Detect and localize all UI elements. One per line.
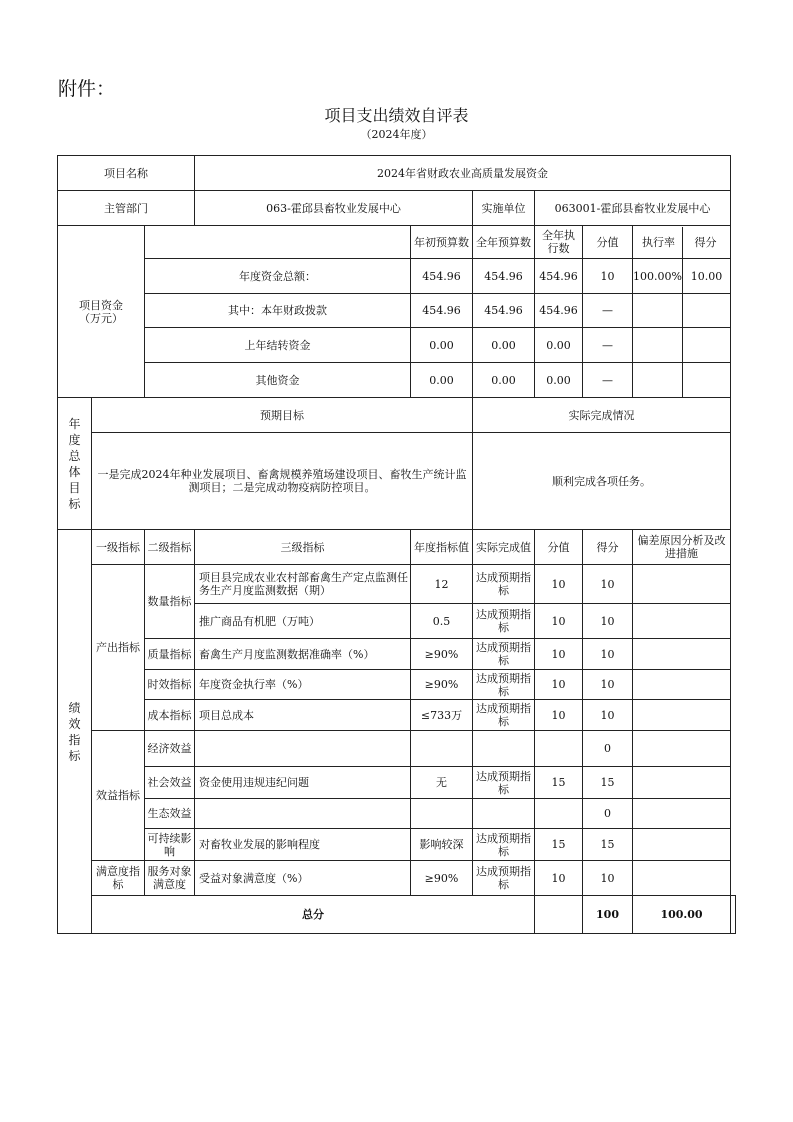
level1-output: 产出指标 xyxy=(92,565,145,731)
dept-row xyxy=(58,191,736,226)
dept-value: 063-霍邱县畜牧业发展中心 xyxy=(195,191,473,226)
funds-initial: 0.00 xyxy=(411,328,473,363)
indicator-row xyxy=(58,565,736,604)
indicator-target: ≥90% xyxy=(411,639,473,670)
project-label: 项目名称 xyxy=(58,156,195,191)
level2-ecological: 生态效益 xyxy=(145,799,195,829)
indicator-target: 0.5 xyxy=(411,604,473,639)
funds-header-rate: 执行率 xyxy=(635,227,683,258)
total-score-value: 100 xyxy=(583,896,633,934)
indicator-score: 0 xyxy=(583,731,633,767)
impl-value: 063001-霍邱县畜牧业发展中心 xyxy=(535,191,731,226)
funds-initial: 454.96 xyxy=(411,259,473,294)
indicator-note xyxy=(633,639,731,670)
header-level2: 二级指标 xyxy=(145,530,195,565)
indicator-target xyxy=(411,731,473,767)
indicator-target: 12 xyxy=(411,565,473,604)
indicator-score: 15 xyxy=(583,829,633,861)
funds-header-blank xyxy=(145,226,411,259)
header-level3: 三级指标 xyxy=(195,530,411,565)
indicator-score: 10 xyxy=(583,565,633,604)
goal-actual-header: 实际完成情况 xyxy=(473,398,731,433)
indicator-row xyxy=(58,861,736,896)
indicator-note xyxy=(633,700,731,731)
header-actual: 实际完成值 xyxy=(473,530,535,565)
level2-economic: 经济效益 xyxy=(145,731,195,767)
funds-executed: 0.00 xyxy=(535,363,583,398)
page-subtitle: （2024年度） xyxy=(360,128,433,141)
funds-header-annual: 全年预算数 xyxy=(473,226,535,259)
indicator-name: 畜禽生产月度监测数据准确率（%） xyxy=(195,639,411,670)
indicator-name: 资金使用违规违纪问题 xyxy=(195,767,411,799)
goal-label xyxy=(58,398,92,530)
funds-header-executed: 全年执行数 xyxy=(535,226,583,259)
indicator-score-value: 10 xyxy=(535,639,583,670)
funds-row-label: 其他资金 xyxy=(145,363,411,398)
indicator-row xyxy=(58,767,736,799)
page-title: 项目支出绩效自评表 xyxy=(324,106,469,125)
level2-social: 社会效益 xyxy=(145,767,195,799)
project-value: 2024年省财政农业高质量发展资金 xyxy=(195,156,731,191)
indicator-score-value: 10 xyxy=(535,700,583,731)
funds-rate-score xyxy=(633,328,731,363)
funds-executed: 454.96 xyxy=(535,259,583,294)
funds-annual: 0.00 xyxy=(473,328,535,363)
header-level1: 一级指标 xyxy=(92,530,145,565)
funds-row xyxy=(58,294,736,328)
indicator-actual: 达成预期指标 xyxy=(473,700,535,731)
indicator-actual: 达成预期指标 xyxy=(473,639,535,670)
indicator-name: 对畜牧业发展的影响程度 xyxy=(195,829,411,861)
header-score-value: 分值 xyxy=(535,530,583,565)
goal-expected-header: 预期目标 xyxy=(92,398,473,433)
total-score: 100.00 xyxy=(633,896,731,934)
funds-initial: 454.96 xyxy=(411,294,473,328)
indicator-score-value: 10 xyxy=(535,565,583,604)
indicator-actual: 达成预期指标 xyxy=(473,861,535,896)
indicator-note xyxy=(633,731,731,767)
indicator-row xyxy=(58,799,736,829)
indicator-score: 10 xyxy=(583,700,633,731)
level2-timeliness: 时效指标 xyxy=(145,670,195,700)
goal-actual: 顺利完成各项任务。 xyxy=(473,433,731,530)
indicator-row xyxy=(58,639,736,670)
goal-header-row xyxy=(58,398,736,433)
total-row xyxy=(58,896,736,934)
indicator-target: ≥90% xyxy=(411,670,473,700)
funds-rate: 100.00% xyxy=(633,259,683,293)
indicator-row xyxy=(58,670,736,700)
indicator-actual: 达成预期指标 xyxy=(473,604,535,639)
indicator-score-value: 10 xyxy=(535,861,583,896)
indicator-actual: 达成预期指标 xyxy=(473,829,535,861)
level2-quality: 质量指标 xyxy=(145,639,195,670)
indicator-target: 影响较深 xyxy=(411,829,473,861)
funds-header-rate-score xyxy=(633,226,731,259)
funds-label xyxy=(58,226,145,398)
funds-score xyxy=(683,294,730,327)
funds-annual: 0.00 xyxy=(473,363,535,398)
indicator-score-value xyxy=(535,731,583,767)
funds-score-value: — xyxy=(583,294,633,328)
funds-header-initial: 年初预算数 xyxy=(411,226,473,259)
total-label: 总分 xyxy=(92,896,535,934)
level2-sustainable: 可持续影响 xyxy=(145,829,195,861)
funds-rate-score xyxy=(633,363,731,398)
funds-executed: 0.00 xyxy=(535,328,583,363)
indicator-note xyxy=(633,799,731,829)
indicator-score: 10 xyxy=(583,604,633,639)
header-target: 年度指标值 xyxy=(411,530,473,565)
indicator-score-value: 15 xyxy=(535,829,583,861)
indicator-score: 0 xyxy=(583,799,633,829)
indicator-name: 推广商品有机肥（万吨） xyxy=(195,604,411,639)
funds-header-score: 得分 xyxy=(694,235,717,249)
indicator-note xyxy=(633,670,731,700)
indicator-score-value: 10 xyxy=(535,604,583,639)
indicator-actual: 达成预期指标 xyxy=(473,767,535,799)
attachment-label: 附件： xyxy=(58,78,116,100)
indicator-note xyxy=(633,604,731,639)
indicator-score: 10 xyxy=(583,670,633,700)
funds-score xyxy=(683,363,730,397)
indicator-row xyxy=(58,700,736,731)
indicator-score: 10 xyxy=(583,639,633,670)
indicator-name: 年度资金执行率（%） xyxy=(195,670,411,700)
performance-table xyxy=(57,155,736,934)
indicator-note xyxy=(633,829,731,861)
indicators-label xyxy=(58,530,92,934)
funds-executed: 454.96 xyxy=(535,294,583,328)
indicator-target: ≥90% xyxy=(411,861,473,896)
indicator-actual xyxy=(473,799,535,829)
funds-row-label: 其中：本年财政拨款 xyxy=(145,294,411,328)
indicator-score-value: 15 xyxy=(535,767,583,799)
funds-row-label: 年度资金总额： xyxy=(145,259,411,294)
indicator-name: 项目总成本 xyxy=(195,700,411,731)
impl-label: 实施单位 xyxy=(473,191,535,226)
dept-label: 主管部门 xyxy=(58,191,195,226)
goal-content-row xyxy=(58,433,736,530)
level2-quantity: 数量指标 xyxy=(145,565,195,639)
indicators-label-text: 绩 效 指 标 xyxy=(68,700,81,763)
indicator-target: 无 xyxy=(411,767,473,799)
indicator-score: 15 xyxy=(583,767,633,799)
funds-rate xyxy=(633,363,683,397)
funds-rate-score xyxy=(633,259,731,294)
goal-expected: 一是完成2024年种业发展项目、畜禽规模养殖场建设项目、畜牧生产统计监测项目；二是完成动物疫病防控项目。 xyxy=(92,433,473,530)
indicator-target: ≤733万 xyxy=(411,700,473,731)
funds-annual: 454.96 xyxy=(473,259,535,294)
indicator-note xyxy=(633,767,731,799)
funds-row-label: 上年结转资金 xyxy=(145,328,411,363)
indicator-score-value xyxy=(535,799,583,829)
indicator-name xyxy=(195,731,411,767)
funds-row xyxy=(58,363,736,398)
funds-annual: 454.96 xyxy=(473,294,535,328)
indicator-row xyxy=(58,731,736,767)
header-score: 得分 xyxy=(583,530,633,565)
indicator-note xyxy=(633,565,731,604)
funds-score-value: — xyxy=(583,328,633,363)
indicator-actual: 达成预期指标 xyxy=(473,670,535,700)
level2-service-satisfaction: 服务对象满意度 xyxy=(145,861,195,896)
indicator-target xyxy=(411,799,473,829)
funds-header-row xyxy=(58,226,736,259)
goal-label-text: 年 度 总 体 目 标 xyxy=(68,416,81,511)
funds-score xyxy=(683,328,730,362)
funds-score-value: — xyxy=(583,363,633,398)
indicator-actual: 达成预期指标 xyxy=(473,565,535,604)
funds-rate-score xyxy=(633,294,731,328)
indicator-actual xyxy=(473,731,535,767)
indicator-name: 项目县完成农业农村部畜禽生产定点监测任务生产月度监测数据（期） xyxy=(195,565,411,604)
funds-rate xyxy=(633,294,683,327)
level1-benefit: 效益指标 xyxy=(92,731,145,861)
indicator-score: 10 xyxy=(583,861,633,896)
funds-initial: 0.00 xyxy=(411,363,473,398)
funds-rate xyxy=(633,328,683,362)
level1-satisfaction: 满意度指标 xyxy=(92,861,145,896)
total-note xyxy=(731,896,736,934)
indicator-note xyxy=(633,861,731,896)
funds-score-value: 10 xyxy=(583,259,633,294)
funds-label-line1: 项目资金 xyxy=(79,298,123,312)
level2-cost: 成本指标 xyxy=(145,700,195,731)
indicator-name xyxy=(195,799,411,829)
funds-score: 10.00 xyxy=(690,269,723,283)
project-row xyxy=(58,156,736,191)
header-note: 偏差原因分析及改进措施 xyxy=(633,530,731,565)
total-blank xyxy=(535,896,583,934)
funds-label-line2: （万元） xyxy=(79,311,123,325)
indicator-row xyxy=(58,829,736,861)
indicator-score-value: 10 xyxy=(535,670,583,700)
funds-row xyxy=(58,328,736,363)
funds-header-score-value: 分值 xyxy=(583,226,633,259)
funds-row xyxy=(58,259,736,294)
indicator-header-row xyxy=(58,530,736,565)
indicator-name: 受益对象满意度（%） xyxy=(195,861,411,896)
